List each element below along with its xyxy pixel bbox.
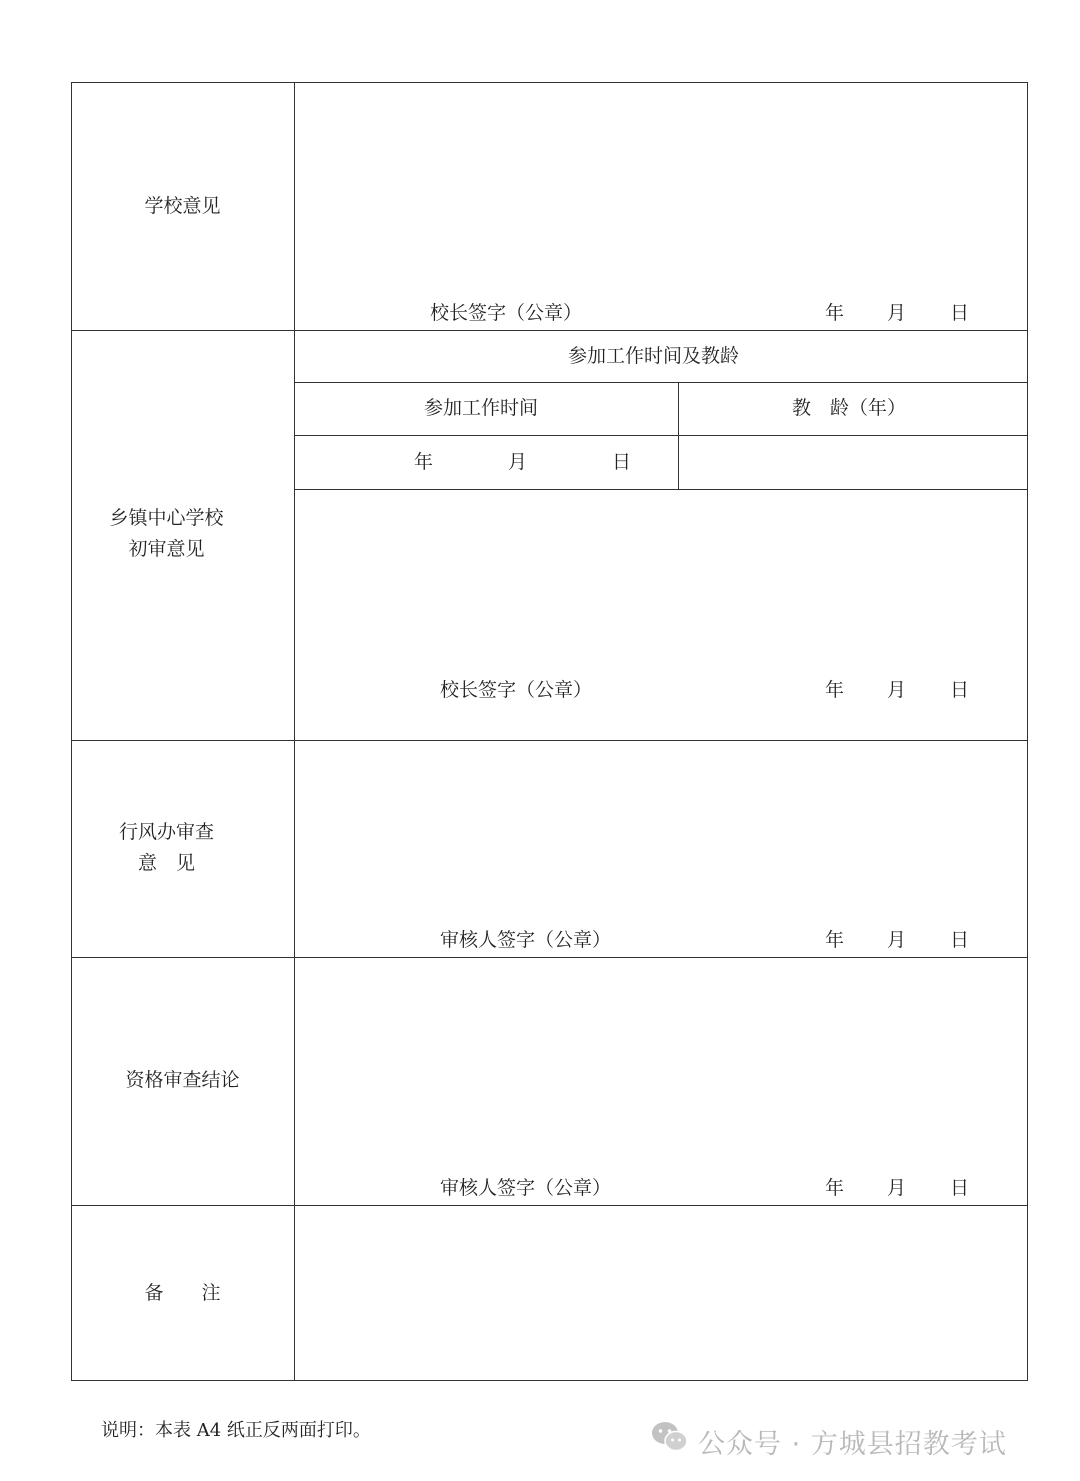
qualification-label: 资格审查结论	[125, 1069, 240, 1091]
school-opinion-label: 学校意见	[144, 195, 221, 217]
township-review-month: 月	[887, 679, 907, 701]
qualification-day: 日	[950, 1177, 970, 1199]
conduct-office-label-line1: 行风办审查	[118, 821, 214, 843]
qualification-signature: 审核人签字（公章）	[440, 1177, 612, 1199]
work-date-year: 年	[414, 451, 434, 473]
teaching-years-column-header: 教 龄（年）	[792, 397, 907, 419]
conduct-office-signature: 审核人签字（公章）	[440, 929, 612, 951]
work-date-day: 日	[612, 451, 632, 473]
wechat-icon	[650, 1420, 690, 1454]
footer-note: 说明：本表 A4 纸正反两面打印。	[101, 1420, 371, 1441]
township-review-day: 日	[950, 679, 970, 701]
label-column-divider	[294, 82, 295, 1380]
township-review-signature: 校长签字（公章）	[440, 679, 593, 701]
school-opinion-signature: 校长签字（公章）	[430, 302, 583, 324]
conduct-office-year: 年	[825, 929, 845, 951]
work-time-column-header: 参加工作时间	[424, 397, 539, 419]
table-border-right	[1027, 82, 1028, 1380]
township-review-label-line2: 初审意见	[128, 538, 205, 560]
township-review-label	[55, 503, 278, 565]
school-opinion-day: 日	[950, 302, 970, 324]
row-divider	[71, 740, 1028, 741]
row-divider	[71, 1205, 1028, 1206]
work-date-month: 月	[508, 451, 528, 473]
table-border-bottom	[71, 1380, 1028, 1381]
subrow-divider	[294, 489, 1028, 490]
conduct-office-label	[55, 817, 278, 879]
row-divider	[71, 330, 1028, 331]
conduct-office-day: 日	[950, 929, 970, 951]
conduct-office-month: 月	[887, 929, 907, 951]
work-time-header: 参加工作时间及教龄	[568, 345, 740, 367]
subrow-divider	[294, 435, 1028, 436]
township-review-year: 年	[825, 679, 845, 701]
remarks-label: 备 注	[144, 1282, 221, 1304]
conduct-office-label-line2: 意 见	[137, 852, 195, 874]
subcol-divider	[678, 382, 679, 489]
row-divider	[71, 957, 1028, 958]
qualification-month: 月	[887, 1177, 907, 1199]
school-opinion-month: 月	[887, 302, 907, 324]
table-border-left	[71, 82, 72, 1380]
township-review-label-line1: 乡镇中心学校	[109, 507, 224, 529]
qualification-year: 年	[825, 1177, 845, 1199]
subrow-divider	[294, 382, 1028, 383]
table-border-top	[71, 82, 1028, 83]
school-opinion-year: 年	[825, 302, 845, 324]
watermark-text: 公众号 · 方城县招教考试	[698, 1429, 1007, 1460]
